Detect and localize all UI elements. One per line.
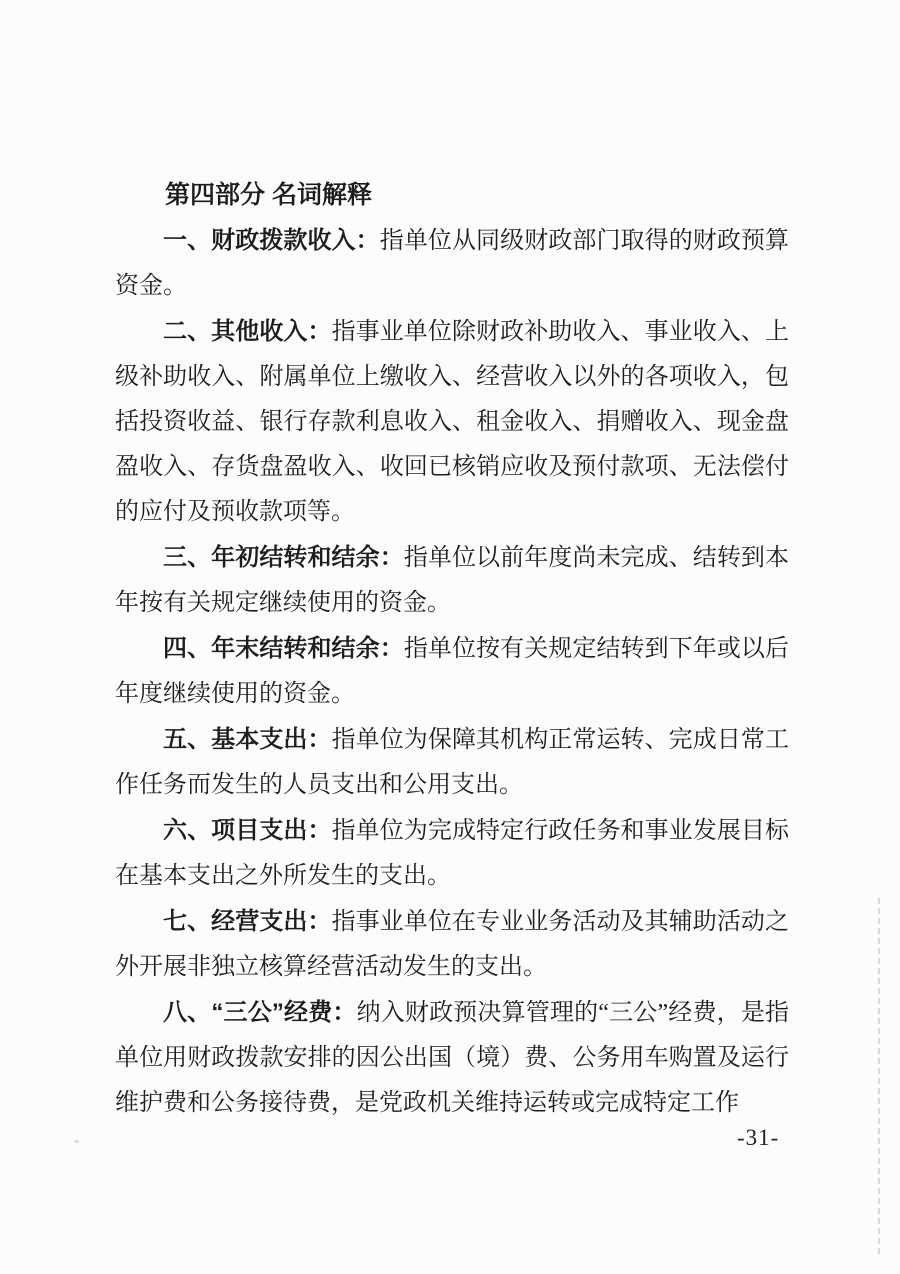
glossary-paragraph bbox=[115, 535, 789, 626]
term-label: 七、经营支出： bbox=[163, 908, 332, 935]
glossary-paragraph bbox=[115, 808, 789, 899]
term-label: 五、基本支出： bbox=[163, 726, 332, 753]
term-label: 四、年末结转和结余： bbox=[163, 635, 404, 662]
term-definition: 指单位为保障其机构正常运转、完成日常工作任务而发生的人员支出和公用支出。 bbox=[115, 727, 790, 798]
term-definition: 指单位从同级财政部门取得的财政预算资金。 bbox=[115, 228, 790, 299]
document-body bbox=[115, 173, 789, 1126]
term-definition: 指单位为完成特定行政任务和事业发展目标在基本支出之外所发生的支出。 bbox=[115, 818, 790, 889]
glossary-paragraph bbox=[115, 626, 789, 717]
glossary-paragraph bbox=[115, 717, 789, 808]
page-number: -31- bbox=[737, 1125, 780, 1150]
section-title: 第四部分 名词解释 bbox=[165, 181, 372, 209]
term-label: 六、项目支出： bbox=[163, 817, 332, 844]
scan-edge-artifact bbox=[878, 898, 880, 1254]
term-label: 一、财政拨款收入： bbox=[163, 227, 380, 254]
term-definition: 指单位按有关规定结转到下年或以后年度继续使用的资金。 bbox=[115, 636, 790, 707]
scan-speck-artifact bbox=[74, 1140, 79, 1143]
glossary-paragraph bbox=[115, 218, 789, 309]
term-definition: 指事业单位在专业业务活动及其辅助活动之外开展非独立核算经营活动发生的支出。 bbox=[115, 909, 790, 980]
term-label: 二、其他收入： bbox=[163, 318, 332, 345]
glossary-paragraph bbox=[115, 309, 789, 535]
glossary-paragraph bbox=[115, 990, 789, 1126]
glossary-paragraph bbox=[115, 899, 789, 990]
term-label: 三、年初结转和结余： bbox=[163, 544, 404, 571]
term-definition: 纳入财政预决算管理的“三公”经费，是指单位用财政拨款安排的因公出国（境）费、公务用车购置及运行维护费和公务接待费，是党政机关维持运转或完成特定工作 bbox=[115, 1000, 789, 1116]
term-definition: 指事业单位除财政补助收入、事业收入、上级补助收入、附属单位上缴收入、经营收入以外的各项收入，包括投资收益、银行存款利息收入、租金收入、捐赠收入、现金盘盈收入、存货盘盈收入、收回已核销应收及预付款项、无法偿付的应付及预收款项等。 bbox=[115, 319, 790, 525]
term-definition: 指单位以前年度尚未完成、结转到本年按有关规定继续使用的资金。 bbox=[115, 545, 790, 616]
term-label: 八、“三公”经费： bbox=[163, 999, 357, 1026]
